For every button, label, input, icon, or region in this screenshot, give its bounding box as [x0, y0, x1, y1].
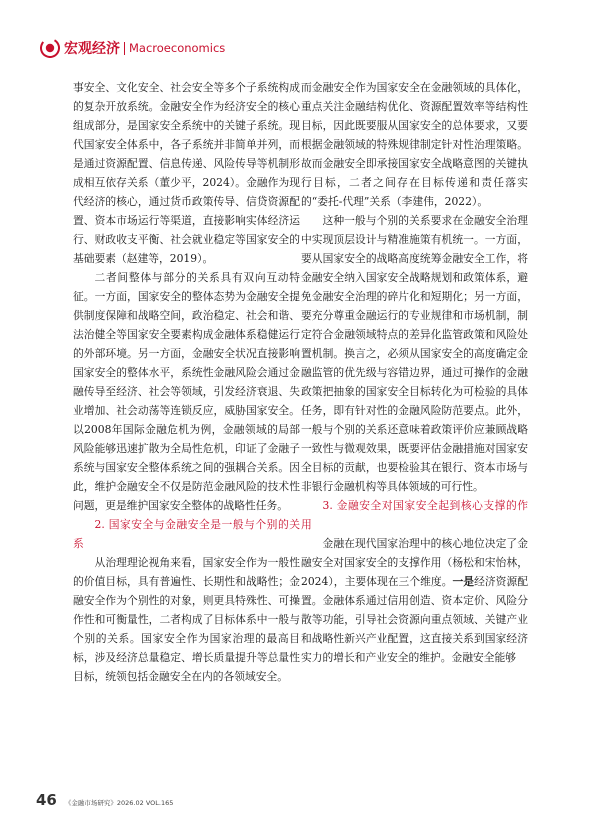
- page-footer: [36, 791, 173, 809]
- paragraph: 从治理理论视角来看，国家安全作为一般性的价值目标，具有普遍性、长期性和战略性；金融安全作为个别性的对象，则更具特殊性、可操作性和可衡量性，二者构成了目标体系中一般与个别的关系。国家安全作为国家治理的最高目标，涉及经济总量稳定、增长质量提升等总量性目标，统领包括金融安全在内的各领域安全。: [73, 556, 300, 683]
- paragraph-text: 经济资源配置。金融体系通过信用创造、资本定价、风险分散等功能，引导社会资源向重点领域、关键产业和战略性新兴产业配置，这直接关系到国家经济实力的增长和产业安全的维护。金融安全能够: [301, 575, 528, 664]
- paragraph: 事安全、文化安全、社会安全等多个子系统构成的复杂开放系统。金融安全作为经济安全的核心组成部分，是国家安全系统中的关键子系统。现代国家安全体系中，各子系统并非简单并列，而是通过资源配置、信息传递、风险传导等机制形成相互依存关系（董少平，2024）。金融作为现代经济的核心，通过货币政策传导、信贷资源配置、资本市场运行等渠道，直接影响实体经济运行、财政收支平衡、社会就业稳定等国家安全的基础要素（赵建等，2019）。: [73, 81, 300, 265]
- subsection-heading: 3. 金融安全对国家安全起到核心支撑的作用: [301, 499, 528, 531]
- section-title: 宏观经济: [64, 41, 120, 57]
- subsection-heading: 2. 国家安全与金融安全是一般与个别的关系: [73, 518, 300, 550]
- paragraph: 二者间整体与部分的关系具有双向互动特征。一方面，国家安全的整体态势为金融安全提供制度保障和战略空间，政治稳定、社会和谐、法治健全等国家安全要素构成金融体系稳健运行的外部环境。另一方面，金融安全状况直接影响国家安全的整体水平，系统性金融风险会通过金融传导至经济、社会等领域，引发经济衰退、失业增加、社会动荡等连锁反应，威胁国家安全。以2008年国际金融危机为例，金融领域的局部风险能够迅速扩散为全局性危机，印证了金融子系统与国家安全整体系统之间的强耦合关系。因此，维护金融安全不仅是防范金融风险的技术性问题，更是维护国家安全整体的战略性任务。: [73, 271, 300, 512]
- paragraph: 而金融安全作为国家安全在金融领域的具体化，重点关注金融结构优化、资源配置效率等结构性目标，因此既要服从国家安全的总体要求，又要根据金融领域的特殊规律制定针对性治理策略。故而金融安全即承接国家安全战略意图的关键执行目标，二者之间存在目标传递和责任落实的“委托-代理”关系（李建伟，2022）。: [301, 81, 528, 208]
- left-column: [73, 78, 300, 686]
- paragraph: [301, 534, 528, 667]
- section-logo-icon: [40, 38, 60, 58]
- journal-info: 《金融市场研究》2026.02 VOL.165: [64, 799, 174, 807]
- section-header: [40, 36, 225, 60]
- page-number: 46: [36, 791, 57, 809]
- paragraph: 这种一般与个别的关系要求在金融安全治理中实现顶层设计与精准施策有机统一。一方面，要从国家安全的战略高度统筹金融安全工作，将金融安全纳入国家安全战略规划和政策体系，避免金融安全治理的碎片化和短期化；另一方面，要充分尊重金融运行的专业规律和市场机制，制定符合金融领域特点的差异化监管政策和风险处置机制。换言之，必须从国家安全的高度确定金融监管的优先级与容错边界，通过可操作的金融政策把抽象的国家安全目标转化为可检验的具体任务，即有针对性的金融风险防范要点。此外，一般与个别的关系还意味着政策评价应兼顾战略一致性与微观效果，既要评估金融措施对国家安全目标的贡献，也要检验其在银行、资本市场与非银行金融机构等具体领域的可行性。: [301, 214, 528, 493]
- section-title-en: Macroeconomics: [129, 41, 226, 55]
- emphasis-label: 一是: [452, 575, 475, 588]
- header-divider: [124, 42, 125, 55]
- right-column: [301, 78, 528, 667]
- paragraph-text: 金融在现代国家治理中的核心地位决定了金融安全对国家安全的支撑作用（杨松和宋怡林，2024），主要体现在三个维度。: [301, 537, 528, 588]
